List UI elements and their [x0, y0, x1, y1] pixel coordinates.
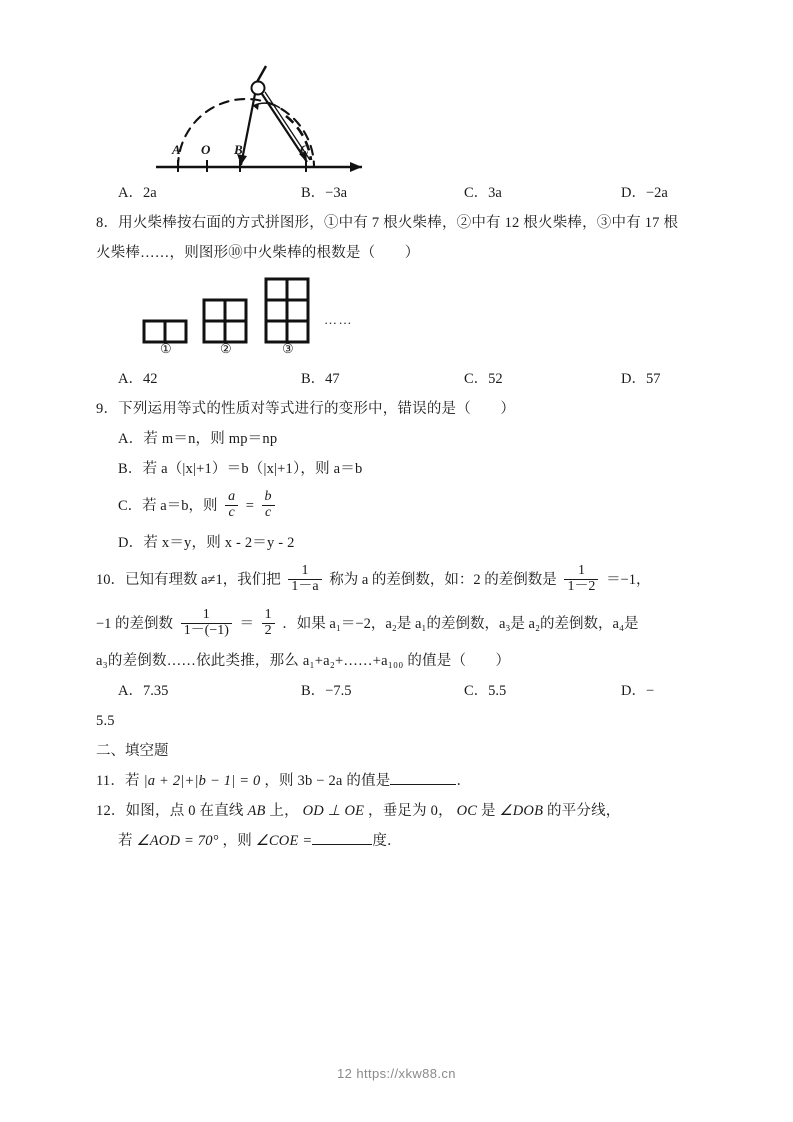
q10-option-b[interactable]: B．−7.5 — [301, 683, 352, 699]
q9-option-b[interactable]: B．若 a（|x|+1）＝b（|x|+1），则 a＝b — [118, 461, 363, 477]
q8-stem-line1: 8．用火柴棒按右面的方式拼图形，①中有 7 根火柴棒，②中有 12 根火柴棒，③中有 17 根 — [96, 215, 679, 231]
q10-fraction-one-half: $\frac{1}{2}$ — [262, 608, 275, 638]
matchstick-figure — [96, 268, 696, 364]
q9-equals-sign: = — [245, 498, 254, 514]
q9-option-d[interactable]: D．若 x＝y，则 x - 2＝y - 2 — [118, 535, 295, 551]
q10-option-a[interactable]: A．7.35 — [118, 683, 169, 699]
q10-stem-line2 — [96, 602, 696, 646]
q10-options-row — [96, 676, 696, 706]
matchstick-label-2: ② — [220, 341, 232, 356]
q9-stem: 9．下列运用等式的性质对等式进行的变形中，错误的是（ ） — [96, 401, 516, 417]
q8-options-row — [96, 364, 696, 394]
q12-segment-ab: AB — [247, 803, 266, 819]
q11-expression: |a + 2|+|b − 1| = 0 — [143, 773, 261, 789]
point-label-o: O — [201, 142, 211, 157]
q7-option-d[interactable]: D．−2a — [621, 185, 668, 201]
q12-l2-part3: 度． — [372, 833, 402, 849]
q9-fraction-a-over-c: $\frac{a}{c}$ — [225, 490, 238, 520]
q10-stem-line1 — [96, 558, 696, 602]
q10-option-c[interactable]: C．5.5 — [464, 683, 507, 699]
q7-options-row — [96, 178, 696, 208]
matchstick-ellipsis: …… — [324, 312, 353, 327]
q12-stem-line1 — [96, 796, 696, 826]
q10-l2-equals: ＝ — [239, 616, 255, 632]
q12-angle-dob: ∠DOB — [499, 803, 544, 819]
q10-option-d-overflow: 5.5 — [96, 713, 115, 729]
page-footer-watermark: 12 https://xkw88.cn — [337, 1066, 456, 1081]
point-label-c: C — [300, 142, 309, 157]
q12-angle-coe: ∠COE = — [255, 833, 313, 849]
q9-option-c[interactable] — [96, 484, 696, 528]
q10-l2-part1: −1 的差倒数 — [96, 616, 174, 632]
q12-l1-part5: 的平分线， — [546, 803, 621, 819]
q8-option-c[interactable]: C．52 — [464, 371, 503, 387]
q12-l2-part1: 若 — [118, 833, 133, 849]
q12-answer-blank[interactable] — [312, 831, 372, 845]
q11-prefix: 11．若 — [96, 773, 140, 789]
q12-l1-part2: 上， — [269, 803, 299, 819]
point-label-b: B — [234, 142, 243, 157]
q8-stem-line2: 火柴棒……，则图形⑩中火柴棒的根数是（ ） — [96, 245, 420, 261]
q10-fraction-one-over-one-minus-a: $\frac{1}{1-a}$ — [288, 564, 321, 594]
q9-option-a[interactable]: A．若 m＝n，则 mp＝np — [118, 431, 278, 447]
q12-angle-aod: ∠AOD = 70° — [136, 833, 219, 849]
matchstick-grids-svg — [142, 272, 392, 352]
q10-l1-part2: 称为 a 的差倒数，如：2 的差倒数是 — [329, 572, 557, 588]
q11-suffix: ． — [456, 773, 472, 789]
q8-option-b[interactable]: B．47 — [301, 371, 340, 387]
q10-l2-part2: ．如果 a₁＝−2，a₂是 a₁的差倒数，a₃是 a₂的差倒数，a₄是 — [282, 616, 639, 632]
q12-stem-line2 — [96, 826, 696, 856]
q12-l1-part4: 是 — [481, 803, 496, 819]
q10-option-d[interactable]: D．− — [621, 683, 655, 699]
q11-answer-blank[interactable] — [390, 771, 456, 785]
matchstick-label-1: ① — [160, 341, 172, 356]
q11-stem — [96, 766, 696, 796]
page-content — [96, 60, 696, 856]
q12-l1-part3: ，垂足为 0， — [368, 803, 453, 819]
q12-l1-part1: 12．如图，点 0 在直线 — [96, 803, 244, 819]
point-label-a: A — [172, 142, 181, 157]
q10-fraction-one-over-one-minus-neg-one: $\frac{1}{1-(-1)}$ — [181, 608, 232, 638]
q10-stem-line3: a₃的差倒数……依此类推，那么 a₁+a₂+……+a₁₀₀ 的值是（ ） — [96, 653, 511, 669]
q12-ray-oc: OC — [456, 803, 478, 819]
q7-option-a[interactable]: A．2a — [118, 185, 157, 201]
q10-l1-part1: 10．已知有理数 a≠1，我们把 — [96, 572, 281, 588]
compass-number-line-figure — [96, 60, 696, 178]
section-heading-fill-in-blank: 二、填空题 — [96, 743, 169, 759]
q8-option-d[interactable]: D．57 — [621, 371, 661, 387]
q7-option-b[interactable]: B．−3a — [301, 185, 348, 201]
q11-mid-text: ，则 3b − 2a 的值是 — [264, 773, 391, 789]
q8-option-a[interactable]: A．42 — [118, 371, 158, 387]
matchstick-label-3: ③ — [282, 341, 294, 356]
q9-fraction-b-over-c: $\frac{b}{c}$ — [262, 490, 275, 520]
q9-option-c-prefix: C．若 a＝b，则 — [118, 498, 218, 514]
q12-perpendicular-od-oe: OD ⊥ OE — [302, 803, 365, 819]
q10-l1-part3: ＝−1， — [606, 572, 651, 588]
compass-construction-svg — [154, 62, 414, 172]
q7-option-c[interactable]: C．3a — [464, 185, 502, 201]
q12-l2-part2: ，则 — [222, 833, 252, 849]
q10-fraction-one-over-one-minus-two: $\frac{1}{1-2}$ — [564, 564, 598, 594]
